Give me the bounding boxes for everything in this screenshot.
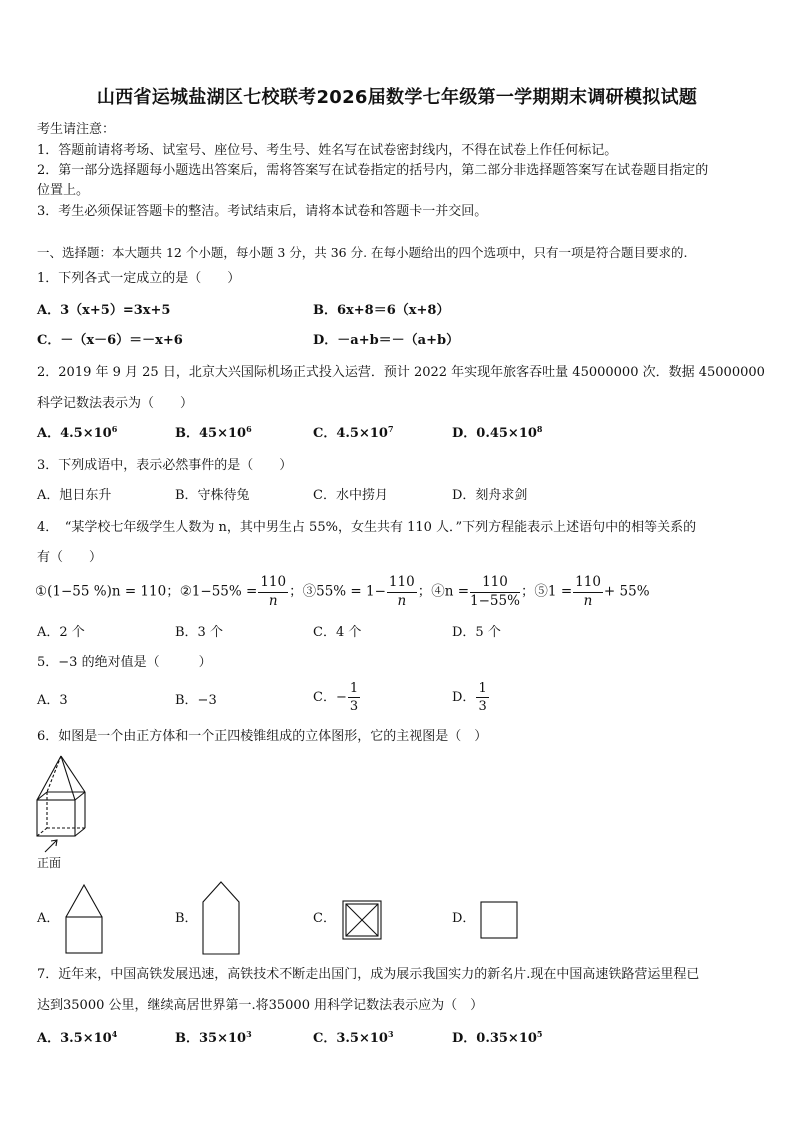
q2-option-a: A．$4.5\times 10^6$ xyxy=(37,424,118,441)
q5-option-a: A．3 xyxy=(37,693,68,708)
q6-option-d-label: D． xyxy=(452,911,476,926)
q4-eq-2-frac: $\frac{110}{n}$ xyxy=(260,574,287,609)
q4-eq-1: ①(1−55 %)n = 110； xyxy=(35,583,180,600)
q4-eq-3-frac: $\frac{110}{n}$ xyxy=(388,574,415,609)
q3-option-b: B．守株待兔 xyxy=(175,488,250,503)
q6-solid-figure xyxy=(33,752,91,872)
q6-option-d-figure xyxy=(479,900,519,940)
q6-option-a-figure xyxy=(64,883,104,955)
q1-stem: 1．下列各式一定成立的是（ ） xyxy=(37,271,241,286)
q2-option-b: B．$45\times 10^6$ xyxy=(175,424,252,441)
q3-stem: 3．下列成语中，表示必然事件的是（ ） xyxy=(37,458,293,473)
q4-option-b: B．3 个 xyxy=(175,625,223,640)
q2-option-d: D．$0.45\times 10^8$ xyxy=(452,424,543,441)
q5-option-d: D． $\frac{1}{3}$ xyxy=(452,681,487,714)
q4-eq-2-lhs: ②1−55% = xyxy=(179,583,258,600)
q7-stem-2: 达到35000 公里，继续高居世界第一.将35000 用科学记数法表示应为（ ） xyxy=(37,998,484,1013)
q6-option-c-label: C． xyxy=(313,911,336,926)
q2-stem-2: 科学记数法表示为（ ） xyxy=(37,396,194,411)
q4-option-c: C．4 个 xyxy=(313,625,362,640)
q3-option-a: A．旭日东升 xyxy=(37,488,112,503)
q5-stem: 5．−3 的绝对值是（ ） xyxy=(37,655,212,670)
q4-eq-4-frac: $\frac{110}{1-55\%}$ xyxy=(470,574,520,609)
q2-option-c: C．$4.5\times 10^7$ xyxy=(313,424,394,441)
q3-option-d: D．刻舟求剑 xyxy=(452,488,528,503)
notice-heading: 考生请注意： xyxy=(37,122,116,137)
q2-stem-1: 2．2019 年 9 月 25 日，北京大兴国际机场正式投入运营．预计 2022 年实现年旅客吞吐量 45000000 次．数据 45000000 xyxy=(37,365,765,380)
q4-eq-4-lhs: ；④n = xyxy=(417,583,470,600)
q1-option-c: C．－（x－6）＝－x+6 xyxy=(37,333,183,348)
notice-item-2-cont: 位置上。 xyxy=(37,183,90,198)
q4-eq-5-lhs: ；⑤1 = xyxy=(520,583,573,600)
q7-option-d: D．$0.35\times 10^5$ xyxy=(452,1029,543,1046)
q4-stem-1: 4． “某学校七年级学生人数为 n，其中男生占 55%，女生共有 110 人．”下列方程能表示上述语句中的相等关系的 xyxy=(37,520,697,535)
q4-option-a: A．2 个 xyxy=(37,625,85,640)
q6-option-a-label: A． xyxy=(37,911,60,926)
q4-stem-2: 有（ ） xyxy=(37,550,103,565)
q1-option-b: B．6x+8＝6（x+8） xyxy=(313,303,450,318)
q6-stem: 6．如图是一个由正方体和一个正四棱锥组成的立体图形，它的主视图是（ ） xyxy=(37,729,488,744)
notice-item-2: 2．第一部分选择题每小题选出答案后，需将答案写在试卷指定的括号内，第二部分非选择题答案写在试卷题目指定的 xyxy=(37,163,709,178)
q1-option-d: D．－a+b＝－（a+b） xyxy=(313,333,460,348)
page-title: 山西省运城盐湖区七校联考2026届数学七年级第一学期期末调研模拟试题 xyxy=(96,87,698,108)
q4-option-d: D．5 个 xyxy=(452,625,501,640)
q3-option-c: C．水中捞月 xyxy=(313,488,388,503)
q5-option-c: C．− $\frac{1}{3}$ xyxy=(313,681,359,714)
q5-option-b: B．−3 xyxy=(175,693,217,708)
q6-option-b-figure xyxy=(201,880,241,956)
q4-eq-5-rhs: + 55% xyxy=(603,583,650,600)
q7-option-b: B．$35\times 10^3$ xyxy=(175,1029,252,1046)
q1-option-a: A．3（x+5）=3x+5 xyxy=(37,303,171,318)
q4-equations xyxy=(35,576,650,608)
q7-option-c: C．$3.5\times 10^3$ xyxy=(313,1029,394,1046)
notice-item-1: 1．答题前请将考场、试室号、座位号、考生号、姓名写在试卷密封线内，不得在试卷上作任何标记。 xyxy=(37,143,618,158)
notice-item-3: 3．考生必须保证答题卡的整洁。考试结束后，请将本试卷和答题卡一并交回。 xyxy=(37,204,488,219)
section-heading: 一、选择题：本大题共 12 个小题，每小题 3 分，共 36 分. 在每小题给出的四个选项中，只有一项是符合题目要求的. xyxy=(37,245,688,260)
q7-option-a: A．$3.5\times 10^4$ xyxy=(37,1029,118,1046)
q6-front-label: 正面 xyxy=(37,856,62,870)
q4-eq-5-frac: $\frac{110}{n}$ xyxy=(575,574,601,609)
q6-option-b-label: B． xyxy=(175,911,198,926)
q4-eq-3-lhs: ；③55% = 1− xyxy=(289,583,386,600)
q7-stem-1: 7．近年来，中国高铁发展迅速，高铁技术不断走出国门，成为展示我国实力的新名片.现在中国高速铁路营运里程已 xyxy=(37,967,700,982)
q6-option-c-figure xyxy=(342,900,382,940)
